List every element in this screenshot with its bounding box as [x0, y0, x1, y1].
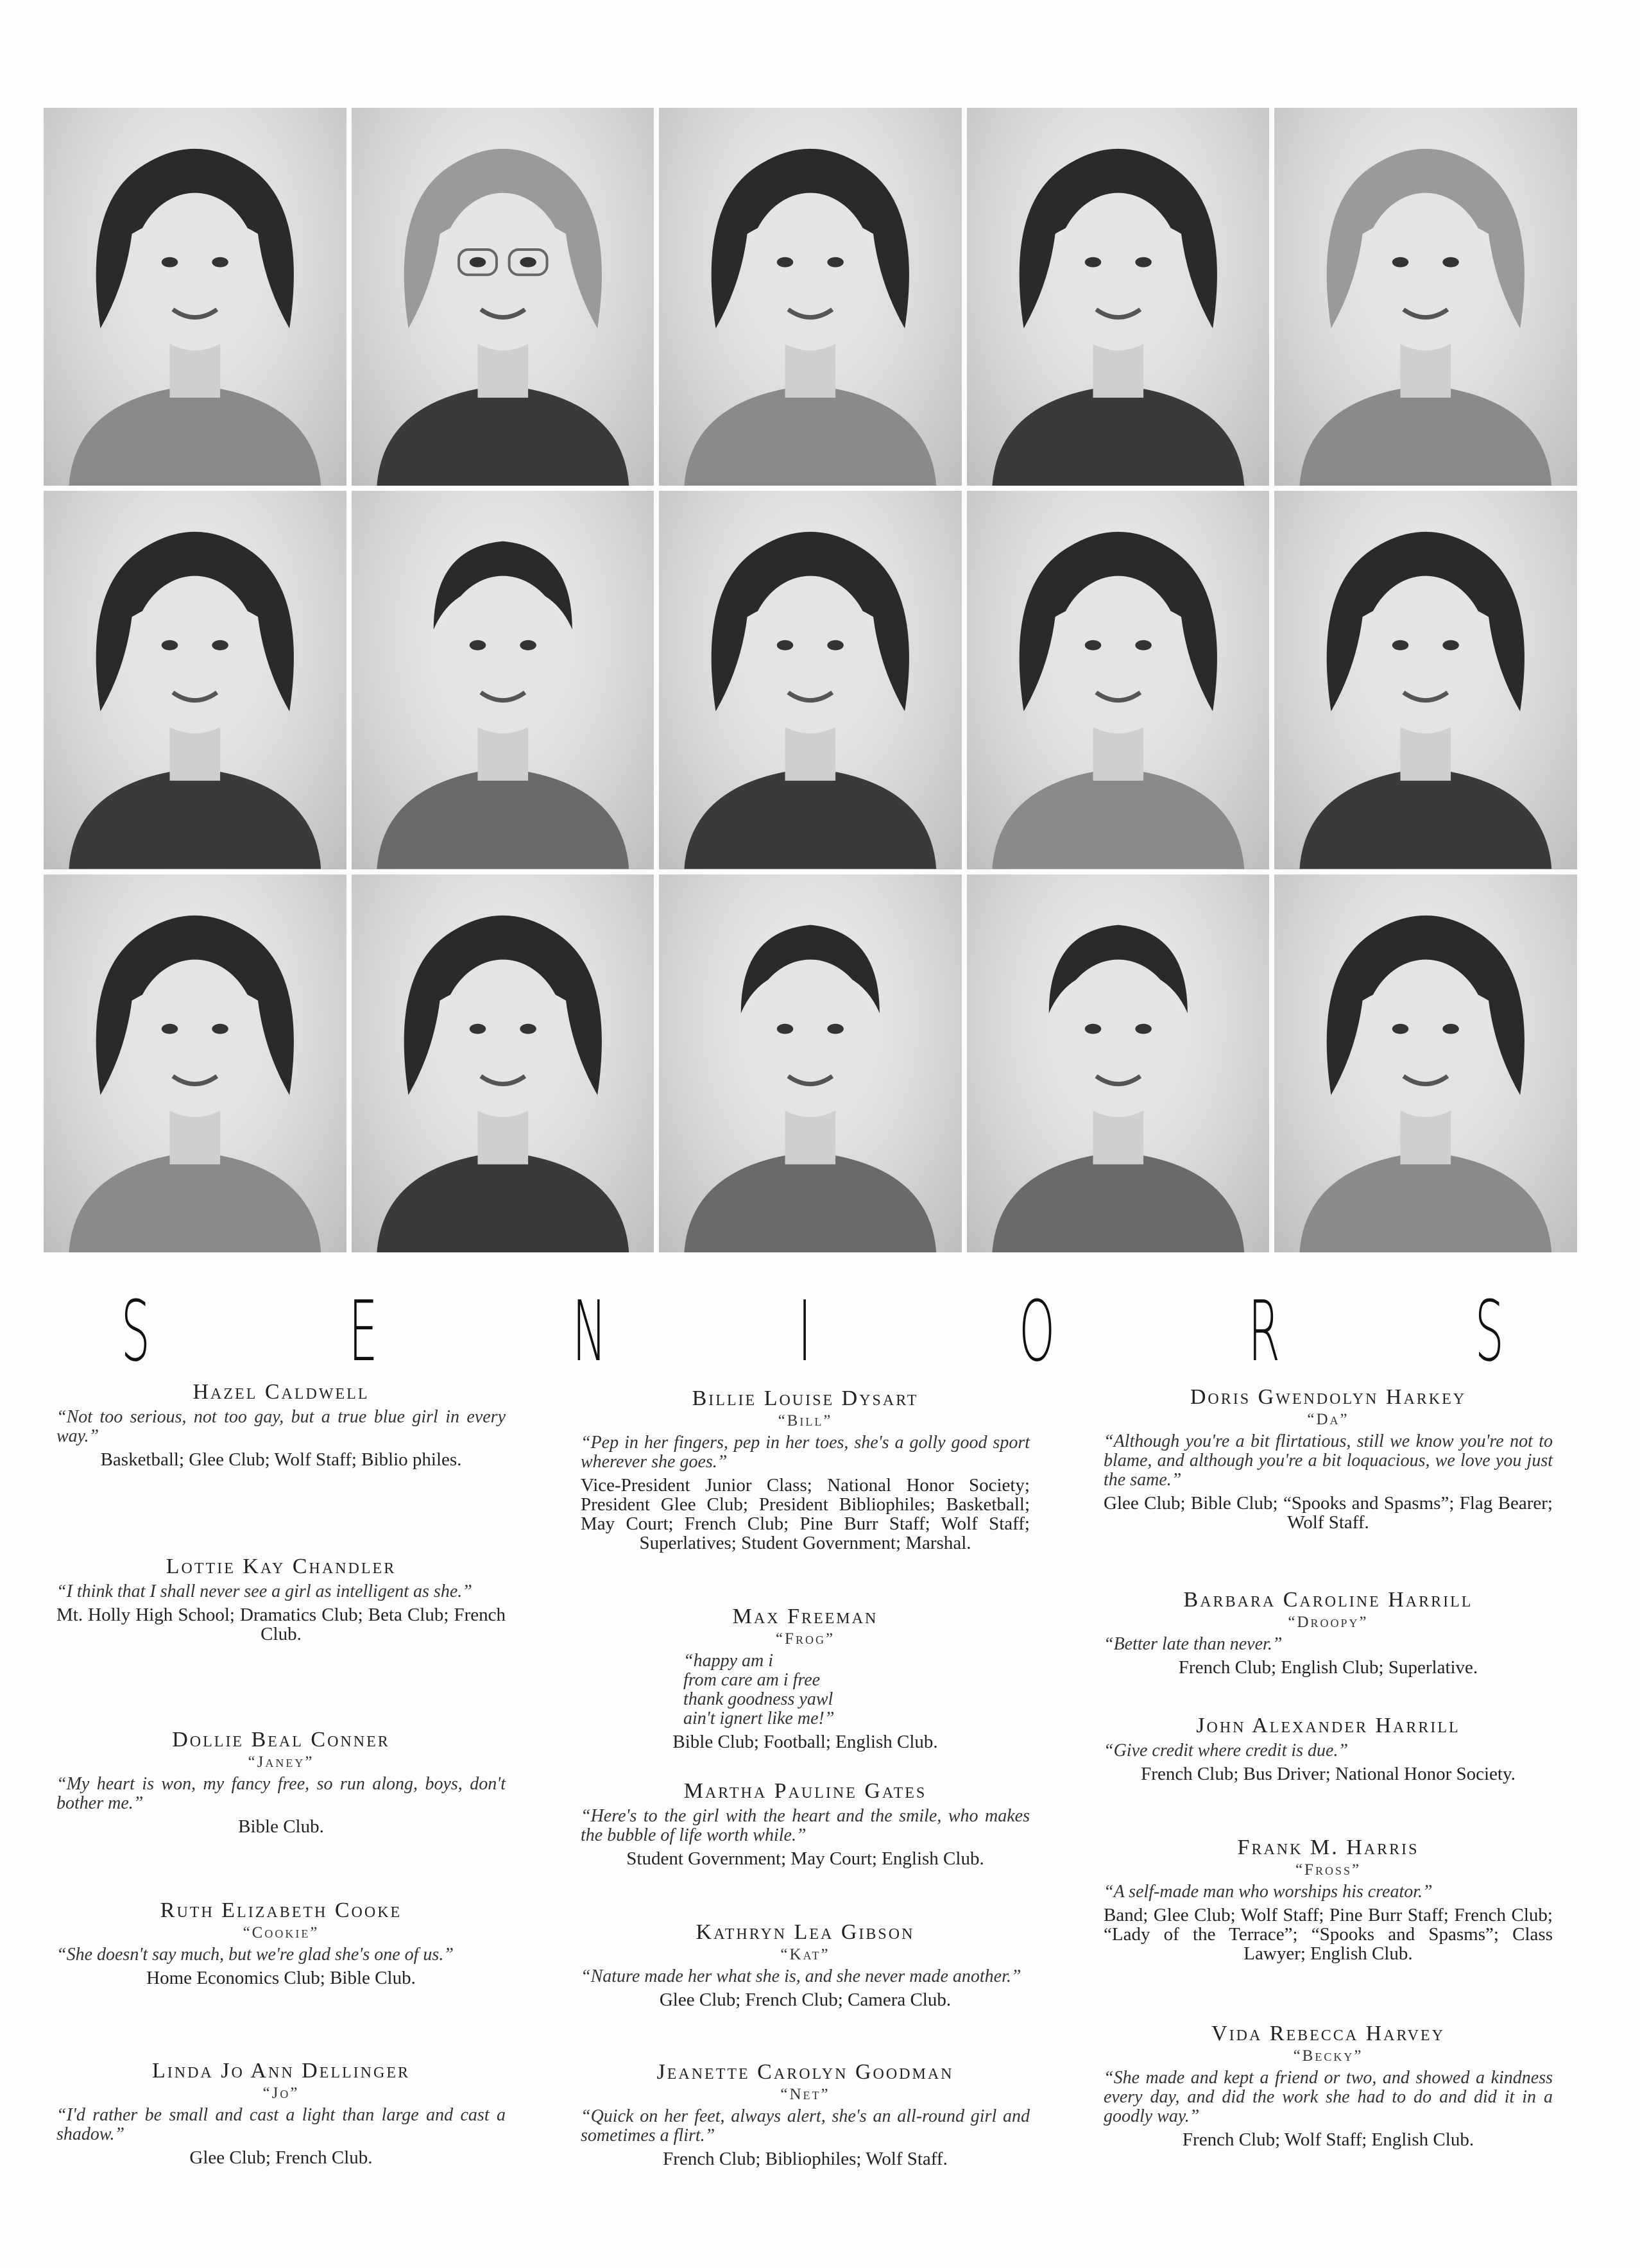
senior-quote: “happy am i from care am i free thank goodness yawl ain't ignert like me!”	[683, 1651, 835, 1728]
senior-activities: Vice-President Junior Class; National Honor Society; President Glee Club; President Bibliophiles; Basketball; May Court; French Club; Pine Burr Staff; Wolf Staff; Superlatives; Student Government; Marshal.	[581, 1475, 1030, 1553]
title-letter: R	[1248, 1283, 1281, 1380]
senior-activities: French Club; Wolf Staff; English Club.	[1182, 2129, 1474, 2150]
senior-nickname: “Bill”	[778, 1412, 833, 1429]
title-letter: I	[798, 1283, 812, 1380]
senior-activities: Home Economics Club; Bible Club.	[146, 1968, 416, 1988]
title-letter: S	[1474, 1283, 1504, 1380]
senior-name: Kathryn Lea Gibson	[696, 1920, 915, 1944]
senior-entry	[1104, 1835, 1553, 1963]
senior-entry	[56, 1898, 506, 1988]
senior-name: Barbara Caroline Harrill	[1183, 1588, 1473, 1612]
senior-nickname: “Fross”	[1295, 1861, 1362, 1879]
portrait-photo	[967, 874, 1270, 1252]
senior-name: Max Freeman	[732, 1605, 878, 1628]
senior-quote: “Not too serious, not too gay, but a true blue girl in every way.”	[56, 1407, 506, 1446]
senior-activities: Bible Club.	[238, 1816, 324, 1837]
senior-activities: Mt. Holly High School; Dramatics Club; Beta Club; French Club.	[56, 1605, 506, 1644]
senior-name: Linda Jo Ann Dellinger	[151, 2059, 411, 2083]
senior-entry	[581, 2059, 1030, 2169]
senior-quote: “She made and kept a friend or two, and showed a kindness every day, and did the work she had to do and did it in a goodly way.”	[1104, 2068, 1553, 2126]
senior-name: Dollie Beal Conner	[172, 1728, 390, 1752]
senior-entry	[1104, 1713, 1553, 1784]
portrait-photo	[44, 108, 346, 486]
senior-name: Vida Rebecca Harvey	[1211, 2022, 1445, 2045]
title-letter: S	[121, 1283, 150, 1380]
senior-activities: Student Government; May Court; English Club.	[626, 1848, 984, 1869]
senior-name: Doris Gwendolyn Harkey	[1190, 1385, 1467, 1409]
senior-entry	[56, 2058, 506, 2167]
portrait-photo	[352, 874, 654, 1252]
portrait-photo	[967, 491, 1270, 869]
senior-nickname: “Droopy”	[1288, 1614, 1369, 1631]
portrait-photo	[967, 108, 1270, 486]
senior-entry	[581, 1604, 1030, 1752]
senior-activities: Bible Club; Football; English Club.	[672, 1732, 938, 1752]
senior-quote: “Nature made her what she is, and she never made another.”	[581, 1966, 1021, 1986]
portrait-grid	[44, 108, 1577, 1252]
senior-nickname: “Cookie”	[243, 1924, 320, 1941]
senior-nickname: “Becky”	[1293, 2047, 1363, 2065]
senior-activities: Basketball; Glee Club; Wolf Staff; Biblio philes.	[100, 1449, 462, 1470]
senior-quote: “Quick on her feet, always alert, she's an all-round girl and sometimes a flirt.”	[581, 2106, 1030, 2145]
portrait-photo	[659, 108, 962, 486]
senior-quote: “Better late than never.”	[1104, 1634, 1283, 1654]
senior-quote: “I'd rather be small and cast a light than large and cast a shadow.”	[56, 2105, 506, 2144]
senior-quote: “I think that I shall never see a girl as intelligent as she.”	[56, 1582, 472, 1601]
portrait-photo	[1274, 874, 1577, 1252]
senior-activities: French Club; English Club; Superlative.	[1178, 1657, 1478, 1678]
portrait-photo	[1274, 108, 1577, 486]
senior-entry	[56, 1554, 506, 1644]
senior-entry	[1104, 2021, 1553, 2149]
senior-entry	[56, 1379, 506, 1469]
senior-name: Lottie Kay Chandler	[166, 1555, 397, 1578]
senior-quote: “Here's to the girl with the heart and the smile, who makes the bubble of life worth while.”	[581, 1806, 1030, 1845]
title-letter: N	[572, 1283, 607, 1380]
senior-activities: French Club; Bibliophiles; Wolf Staff.	[663, 2149, 948, 2169]
senior-name: Billie Louise Dysart	[692, 1386, 919, 1410]
senior-quote: “Give credit where credit is due.”	[1104, 1741, 1349, 1761]
portrait-photo	[44, 491, 346, 869]
portrait-photo	[44, 874, 346, 1252]
senior-nickname: “Frog”	[775, 1630, 835, 1648]
senior-entry	[56, 1727, 506, 1836]
title-letter: O	[1019, 1283, 1055, 1380]
senior-nickname: “Net”	[780, 2086, 830, 2103]
senior-name: Ruth Elizabeth Cooke	[160, 1898, 402, 1922]
senior-name: Frank M. Harris	[1237, 1836, 1419, 1859]
portrait-photo	[352, 108, 654, 486]
page-title	[109, 1280, 1559, 1389]
senior-quote: “Pep in her fingers, pep in her toes, she's a golly good sport wherever she goes.”	[581, 1433, 1030, 1472]
senior-nickname: “Janey”	[248, 1753, 314, 1771]
title-letter: E	[348, 1283, 378, 1380]
portrait-photo	[659, 491, 962, 869]
senior-name: John Alexander Harrill	[1196, 1714, 1460, 1737]
senior-nickname: “Kat”	[780, 1946, 830, 1963]
senior-nickname: “Da”	[1307, 1411, 1349, 1428]
senior-activities: Glee Club; French Club; Camera Club.	[659, 1990, 952, 2010]
senior-nickname: “Jo”	[262, 2085, 300, 2102]
senior-quote: “She doesn't say much, but we're glad she's one of us.”	[56, 1945, 454, 1965]
senior-quote: “My heart is won, my fancy free, so run along, boys, don't bother me.”	[56, 1774, 506, 1813]
senior-entry	[1104, 1587, 1553, 1677]
senior-activities: French Club; Bus Driver; National Honor Society.	[1141, 1764, 1516, 1784]
senior-activities: Glee Club; French Club.	[189, 2147, 373, 2168]
senior-entry	[581, 1920, 1030, 2009]
senior-activities: Glee Club; Bible Club; “Spooks and Spasms”; Flag Bearer; Wolf Staff.	[1104, 1493, 1553, 1533]
senior-name: Jeanette Carolyn Goodman	[656, 2060, 954, 2084]
senior-name: Martha Pauline Gates	[683, 1779, 927, 1803]
portrait-photo	[1274, 491, 1577, 869]
senior-entry	[581, 1386, 1030, 1553]
portrait-photo	[659, 874, 962, 1252]
senior-entry	[581, 1778, 1030, 1868]
senior-entry	[1104, 1385, 1553, 1532]
senior-quote: “A self-made man who worships his creator.”	[1104, 1882, 1433, 1902]
senior-activities: Band; Glee Club; Wolf Staff; Pine Burr Staff; French Club; “Lady of the Terrace”; “Spooks and Spasms”; Class Lawyer; English Club.	[1104, 1905, 1553, 1964]
portrait-photo	[352, 491, 654, 869]
senior-quote: “Although you're a bit flirtatious, still we know you're not to blame, and although you're a bit loquacious, we love you just the same.”	[1104, 1431, 1553, 1490]
senior-name: Hazel Caldwell	[192, 1380, 370, 1404]
